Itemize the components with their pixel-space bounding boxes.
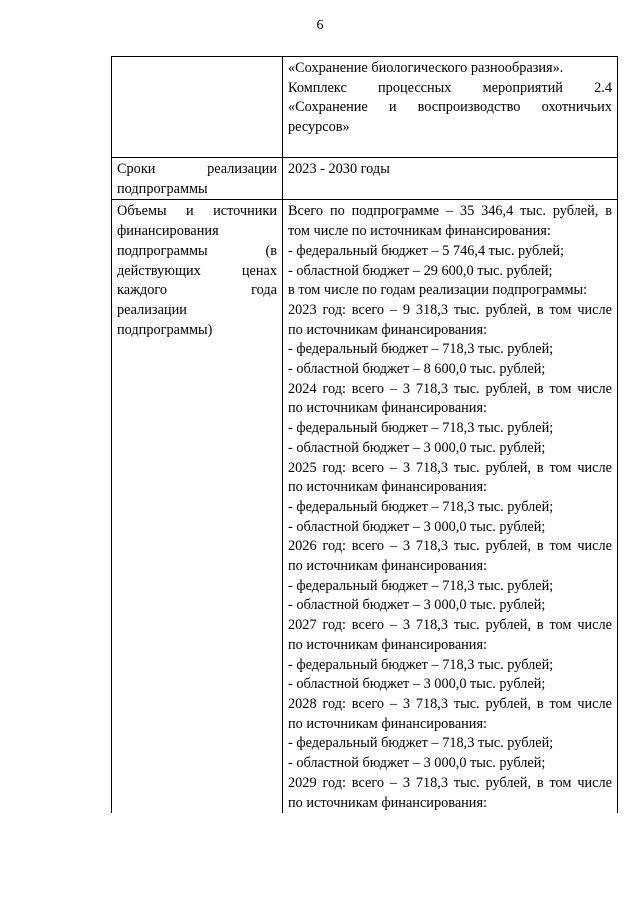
text-line: - областной бюджет – 3 000,0 тыс. рублей; bbox=[288, 518, 546, 535]
text-line: по источникам финансирования: bbox=[288, 321, 488, 338]
implementation-period-label-cell bbox=[112, 158, 283, 200]
text-line: «Сохранение биологического разнообразия». bbox=[288, 60, 564, 76]
text-line: по источникам финансирования: bbox=[288, 400, 488, 417]
page-number: 6 bbox=[316, 18, 324, 33]
text-line: - федеральный бюджет – 718,3 тыс. рублей; bbox=[288, 498, 554, 515]
text-line: - областной бюджет – 29 600,0 тыс. рублей; bbox=[288, 262, 553, 279]
text-line: по источникам финансирования: bbox=[288, 636, 488, 653]
text-line: по источникам финансирования: bbox=[288, 558, 488, 575]
text-line: - федеральный бюджет – 718,3 тыс. рублей; bbox=[288, 341, 554, 358]
text-line: в том числе по годам реализации подпрограммы: bbox=[288, 282, 588, 299]
text-line: - областной бюджет – 3 000,0 тыс. рублей; bbox=[288, 676, 546, 693]
row1-label-cell bbox=[112, 57, 283, 158]
text-line: каждого года bbox=[117, 282, 277, 299]
text-line: 2023 год: всего – 9 318,3 тыс. рублей, в том числе bbox=[288, 301, 612, 318]
text-line: - областной бюджет – 8 600,0 тыс. рублей; bbox=[288, 361, 546, 378]
text-line: - областной бюджет – 3 000,0 тыс. рублей; bbox=[288, 597, 546, 614]
text-line: - федеральный бюджет – 718,3 тыс. рублей; bbox=[288, 656, 554, 673]
text-line: по источникам финансирования: bbox=[288, 715, 488, 732]
text-line: подпрограммы bbox=[117, 180, 208, 197]
text-line: - областной бюджет – 3 000,0 тыс. рублей; bbox=[288, 439, 546, 456]
text-line: Сроки реализации bbox=[117, 161, 277, 177]
text-line: подпрограммы (в bbox=[117, 242, 277, 259]
text-line: 2026 год: всего – 3 718,3 тыс. рублей, в том числе bbox=[288, 538, 612, 555]
text-line: - областной бюджет – 3 000,0 тыс. рублей; bbox=[288, 755, 546, 772]
funding-value-cell bbox=[283, 200, 618, 813]
text-line: по источникам финансирования: bbox=[288, 479, 488, 496]
text-line: 2024 год: всего – 3 718,3 тыс. рублей, в том числе bbox=[288, 380, 612, 397]
text-line: 2025 год: всего – 3 718,3 тыс. рублей, в том числе bbox=[288, 459, 612, 476]
text-line: 2027 год: всего – 3 718,3 тыс. рублей, в том числе bbox=[288, 617, 612, 634]
text-line: - федеральный бюджет – 718,3 тыс. рублей; bbox=[288, 577, 554, 594]
implementation-period-value-cell bbox=[283, 158, 618, 200]
subprogram-passport-table bbox=[111, 56, 618, 813]
text-line: ресурсов» bbox=[288, 119, 350, 136]
text-line: 2028 год: всего – 3 718,3 тыс. рублей, в том числе bbox=[288, 695, 612, 712]
table-row bbox=[112, 200, 618, 813]
table-row bbox=[112, 57, 618, 158]
text-line: том числе по источникам финансирования: bbox=[288, 223, 551, 240]
text-line: реализации bbox=[117, 301, 187, 318]
text-line: 2029 год: всего – 3 718,3 тыс. рублей, в том числе bbox=[288, 774, 612, 791]
text-line: действующих ценах bbox=[117, 262, 277, 279]
text-line: Объемы и источники bbox=[117, 203, 277, 220]
funding-label-cell bbox=[112, 200, 283, 813]
table-row bbox=[112, 158, 618, 200]
row1-value-cell bbox=[283, 57, 618, 158]
text-line: финансирования bbox=[117, 223, 219, 240]
text-line: Всего по подпрограмме – 35 346,4 тыс. рублей, в bbox=[288, 203, 612, 220]
text-line: по источникам финансирования: bbox=[288, 794, 488, 811]
text-line: Комплекс процессных мероприятий 2.4 bbox=[288, 79, 612, 96]
text-line: - федеральный бюджет – 718,3 тыс. рублей; bbox=[288, 735, 554, 752]
text-line: «Сохранение и воспроизводство охотничьих bbox=[288, 99, 612, 116]
text-line: подпрограммы) bbox=[117, 321, 213, 338]
text-line: - федеральный бюджет – 718,3 тыс. рублей; bbox=[288, 420, 554, 437]
text-line: 2023 - 2030 годы bbox=[288, 161, 390, 177]
text-line: - федеральный бюджет – 5 746,4 тыс. рублей; bbox=[288, 242, 564, 259]
